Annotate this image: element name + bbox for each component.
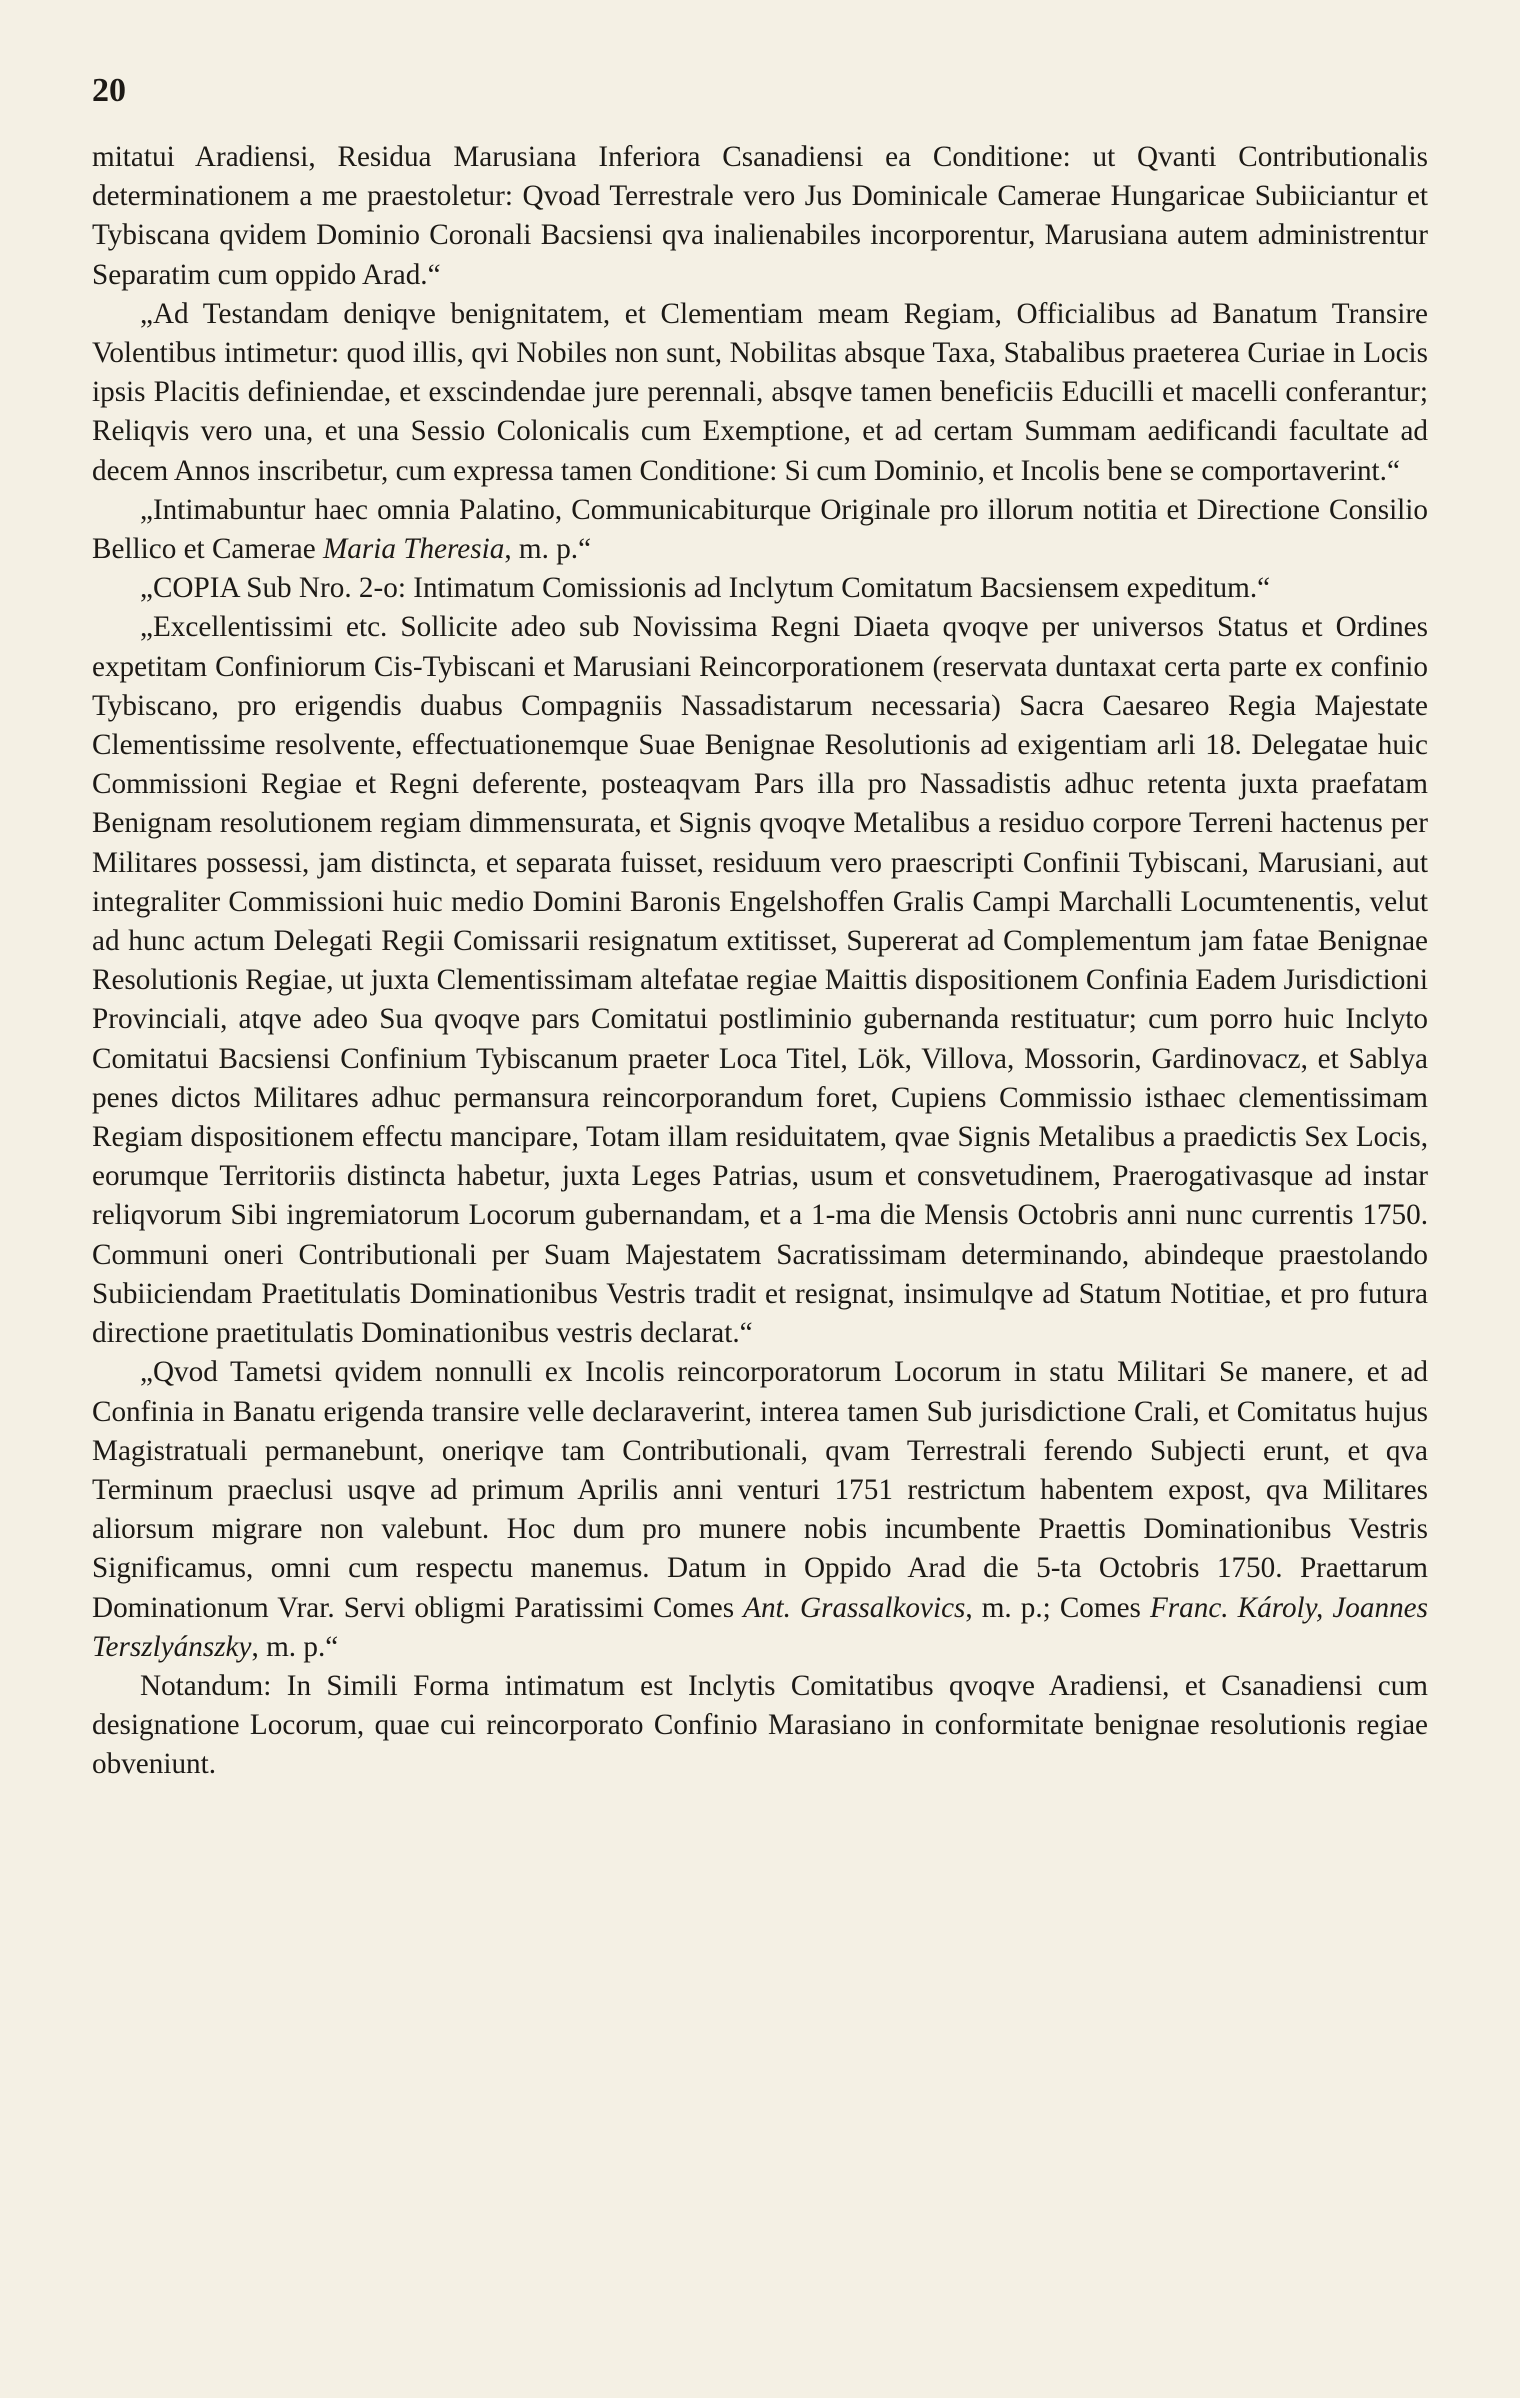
paragraph — [92, 569, 1428, 608]
paragraph-text: „Qvod Tametsi qvidem nonnulli ex Incolis reincorporatorum Locorum in statu Militari Se manere, et ad Confinia in Banatu erigenda transire velle declaraverint, interea tamen Sub jurisdictione Crali, et Comitatus hujus Magistratuali permanebunt, oneriqve tam Contributionali, qvam Terrestrali ferendo Subjecti erunt, et qva Terminum praeclusi usqve ad primum Aprilis anni venturi 1751 restrictum habentem expost, qva Militares aliorsum migrare non valebunt. Hoc dum pro munere nobis incumbente Praettis Dominationibus Vestris Significamus, omni cum respectu manemus. Datum in Oppido Arad die 5-ta Octobris 1750. Praettarum Dominationum Vrar. Servi obligmi Paratissimi Comes — [92, 1356, 1428, 1624]
paragraph-text: , m. p.“ — [251, 1630, 339, 1663]
paragraph-text: „COPIA Sub Nro. 2-o: Intimatum Comissionis ad Inclytum Comitatum Bacsiensem expeditum.“ — [140, 572, 1271, 605]
signature-name: Maria Theresia — [322, 533, 505, 566]
signature-name: Ant. Grassalkovics — [743, 1591, 966, 1624]
paragraph-text: „Ad Testandam deniqve benignitatem, et Clementiam meam Regiam, Officialibus ad Banatum Transire Volentibus intimetur: quod illis, qvi Nobiles non sunt, Nobilitas absque Taxa, Stabalibus praeterea Curiae in Locis ipsis Placitis definiendae, et exscindendae jure perennali, absqve tamen beneficiis Educilli et macelli conferantur; Reliqvis vero una, et una Sessio Colonicalis cum Exemptione, et ad certam Summam aedificandi facultate ad decem Annos inscribetur, cum expressa tamen Conditione: Si cum Dominio, et Incolis bene se comportaverint.“ — [92, 297, 1428, 487]
paragraph-text: „Intimabuntur haec omnia Palatino, Communicabiturque Originale pro illorum notitia et Directione Consilio Bellico et Camerae — [92, 493, 1428, 566]
paragraph-text: , m. p.; Comes — [965, 1591, 1150, 1624]
paragraph-text: „Excellentissimi etc. Sollicite adeo sub Novissima Regni Diaeta qvoqve per universos Status et Ordines expetitam Confiniorum Cis-Tybiscani et Marusiani Reincorporationem (reservata duntaxat certa parte ex confinio Tybiscano, pro erigendis duabus Compagniis Nassadistarum necessaria) Sacra Caesareo Regia Majestate Clementissime resolvente, effectuationemque Suae Benignae Resolutionis ad exigentiam arli 18. Delegatae huic Commissioni Regiae et Regni deferente, posteaqvam Pars illa pro Nassadistis adhuc retenta juxta praefatam Benignam resolutionem regiam dimmensurata, et Signis qvoqve Metalibus a residuo corpore Terreni hactenus per Militares possessi, jam distincta, et separata fuisset, residuum vero praescripti Confinii Tybiscani, Marusiani, aut integraliter Commissioni huic medio Domini Baronis Engelshoffen Gralis Campi Marchalli Locumtenentis, velut ad hunc actum Delegati Regii Comissarii resignatum extitisset, Supererat ad Complementum jam fatae Benignae Resolutionis Regiae, ut juxta Clementissimam altefatae regiae Maittis dispositionem Confinia Eadem Jurisdictioni Provinciali, atqve adeo Sua qvoqve pars Comitatui postliminio gubernanda restituatur; cum porro huic Inclyto Comitatui Bacsiensi Confinium Tybiscanum praeter Loca Titel, Lök, Villova, Mossorin, Gardinovacz, et Sablya penes dictos Militares adhuc permansura reincorporandum foret, Cupiens Commissio isthaec clementissimam Regiam dispositionem effectu mancipare, Totam illam residuitatem, qvae Signis Metalibus a praedictis Sex Locis, eorumque Territoriis distincta habetur, juxta Leges Patrias, usum et consvetudinem, Praerogativasque ad instar reliqvorum Sibi ingremiatorum Locorum gubernandam, et a 1-ma die Mensis Octobris anni nunc currentis 1750. Communi oneri Contributionali per Suam Majestatem Sacratissimam determinando, abindeque praestolando Subiiciendam Praetitulatis Dominationibus Vestris tradit et resignat, insimulqve ad Statum Notitiae, et pro futura directione praetitulatis Dominationibus vestris declarat.“ — [92, 611, 1428, 1350]
paragraph-text: mitatui Aradiensi, Residua Marusiana Inferiora Csanadiensi ea Conditione: ut Qvanti Contributionalis determinationem a me praestoletur: Qvoad Terrestrale vero Jus Dominicale Camerae Hungaricae Subiiciantur et Tybiscana qvidem Dominio Coronali Bacsiensi qva inalienabiles incorporentur, Marusiana autem administrentur Separatim cum oppido Arad.“ — [92, 141, 1428, 291]
page-number: 20 — [92, 72, 126, 109]
paragraph — [92, 1353, 1428, 1667]
paragraph — [92, 608, 1428, 1353]
paragraph — [92, 138, 1428, 295]
signature-name: Franc. Károly, Joannes Terszlyánszky — [92, 1591, 1428, 1663]
paragraph — [92, 295, 1428, 491]
paragraph — [92, 491, 1428, 569]
paragraph — [92, 1667, 1428, 1785]
paragraph-text: Notandum: In Simili Forma intimatum est Inclytis Comitatibus qvoqve Aradiensi, et Csanadiensi cum designatione Locorum, quae cui reincorporato Confinio Marasiano in conformitate benignae resolutionis regiae obveniunt. — [92, 1669, 1428, 1781]
body-text — [92, 138, 1428, 1785]
paragraph-text: , m. p.“ — [504, 533, 592, 566]
